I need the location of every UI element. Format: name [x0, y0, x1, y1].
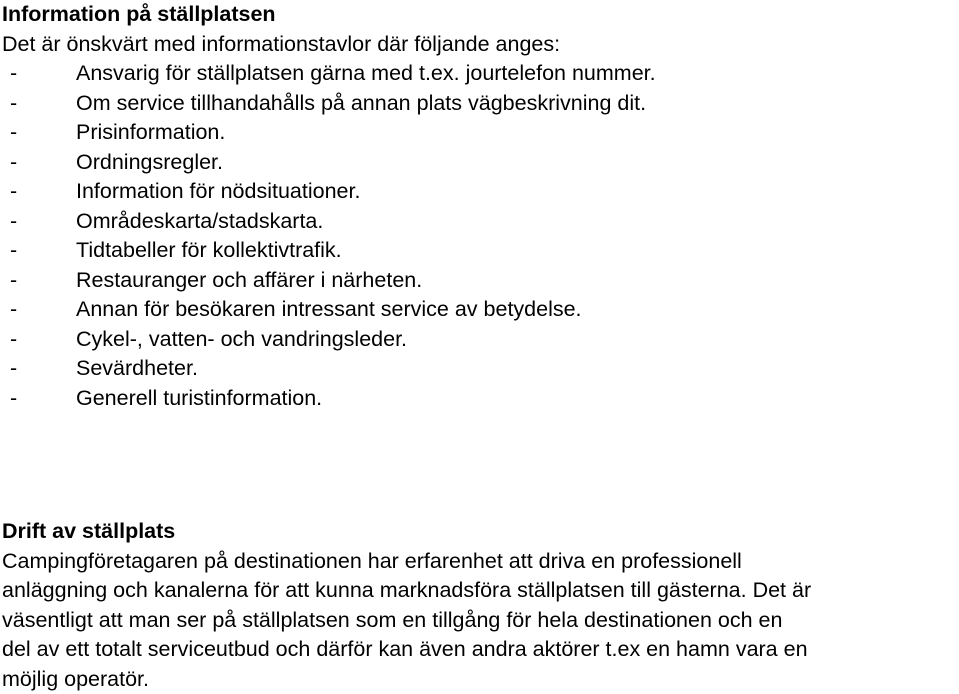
bullet-dash: -: [10, 297, 18, 321]
bullet-dash: -: [10, 326, 18, 351]
list-item-text: Generell turistinformation.: [76, 385, 323, 410]
section-heading-information: Information på ställplatsen: [2, 2, 276, 26]
intro-text: Det är önskvärt med informationstavlor där följande anges:: [2, 31, 561, 56]
list-item: [2, 354, 957, 384]
section-drift: [2, 517, 957, 694]
bullet-dash: -: [10, 267, 18, 292]
list-item: [2, 59, 957, 89]
paragraph-line: Campingföretagaren på destinationen har erfarenhet att driva en professionell: [2, 548, 742, 573]
list-item: [2, 325, 957, 355]
bullet-dash: -: [10, 208, 18, 233]
list-item-text: Restauranger och affärer i närheten.: [76, 267, 423, 292]
list-item-text: Prisinformation.: [76, 120, 226, 144]
list-item: [2, 236, 957, 266]
bullet-dash: -: [10, 90, 18, 115]
list-item: [2, 384, 957, 414]
bullet-dash: -: [10, 120, 18, 144]
list-item-text: Annan för besökaren intressant service av betydelse.: [76, 297, 582, 321]
bullet-dash: -: [10, 356, 18, 380]
information-list: [2, 59, 957, 413]
list-item: [2, 295, 957, 325]
list-item: [2, 207, 957, 237]
paragraph-line: möjlig operatör.: [2, 666, 149, 691]
list-item: [2, 118, 957, 148]
bullet-dash: -: [10, 61, 18, 85]
list-item-text: Områdeskarta/stadskarta.: [76, 208, 324, 233]
section-heading-drift: Drift av ställplats: [2, 519, 176, 543]
list-item: [2, 177, 957, 207]
bullet-dash: -: [10, 149, 18, 174]
list-item-text: Cykel-, vatten- och vandringsleder.: [76, 326, 408, 351]
list-item-text: Om service tillhandahålls på annan plats vägbeskrivning dit.: [76, 90, 647, 115]
document-page: [2, 0, 957, 413]
list-item-text: Information för nödsituationer.: [76, 179, 361, 203]
bullet-dash: -: [10, 179, 18, 203]
list-item-text: Ansvarig för ställplatsen gärna med t.ex. jourtelefon nummer.: [76, 61, 656, 85]
list-item-text: Sevärdheter.: [76, 356, 198, 380]
bullet-dash: -: [10, 385, 18, 410]
list-item: [2, 89, 957, 119]
paragraph-line: väsentligt att man ser på ställplatsen som en tillgång för hela destinationen och en: [2, 607, 783, 632]
paragraph-line: del av ett totalt serviceutbud och därför kan även andra aktörer t.ex en hamn vara en: [2, 637, 808, 661]
list-item: [2, 266, 957, 296]
list-item-text: Ordningsregler.: [76, 149, 223, 174]
list-item: [2, 148, 957, 178]
list-item-text: Tidtabeller för kollektivtrafik.: [76, 238, 342, 262]
bullet-dash: -: [10, 238, 18, 262]
paragraph-line: anläggning och kanalerna för att kunna marknadsföra ställplatsen till gästerna. Det är: [2, 578, 812, 602]
